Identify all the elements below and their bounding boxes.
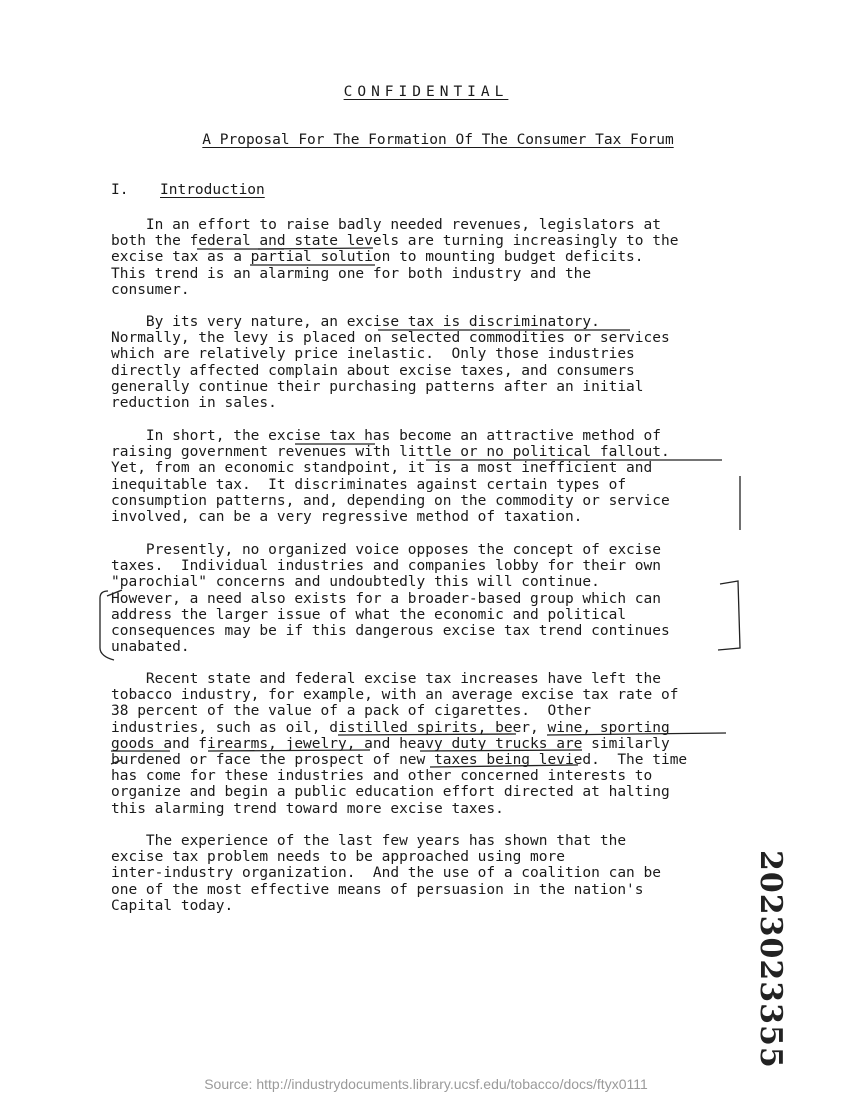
text-line: In an effort to raise badly needed revenues, legislators at [111, 217, 661, 233]
paragraph-2 [111, 314, 751, 411]
text-line: tobacco industry, for example, with an average excise tax rate of [111, 687, 679, 704]
text-line: This trend is an alarming one for both industry and the [111, 265, 592, 282]
paragraph-4 [111, 542, 751, 655]
text-line: consumption patterns, and, depending on the commodity or service [111, 492, 670, 509]
text-line: goods and firearms, jewelry, and heavy duty trucks are similarly [111, 735, 670, 752]
paragraph-5 [111, 671, 751, 817]
text-line: this alarming trend toward more excise taxes. [111, 800, 504, 817]
text-line: excise tax problem needs to be approached using more [111, 849, 565, 866]
bates-number-stamp: 2023023355 [753, 850, 788, 1069]
text-line: raising government revenues with little or no political fallout. [111, 444, 670, 461]
text-line: involved, can be a very regressive method of taxation. [111, 509, 583, 526]
text-line: generally continue their purchasing patterns after an initial [111, 378, 644, 395]
confidential-title: CONFIDENTIAL [343, 84, 509, 100]
source-citation: Source: http://industrydocuments.library.ucsf.edu/tobacco/docs/ftyx0111 [204, 1076, 648, 1092]
text-line: By its very nature, an excise tax is discriminatory. [111, 314, 600, 330]
text-line: taxes. Individual industries and companies lobby for their own [111, 558, 661, 575]
text-line: one of the most effective means of persuasion in the nation's [111, 881, 644, 898]
text-line: The experience of the last few years has shown that the [111, 833, 627, 849]
text-line: Normally, the levy is placed on selected commodities or services [111, 330, 670, 347]
text-line: unabated. [111, 639, 190, 656]
text-line: "parochial" concerns and undoubtedly this will continue. [111, 574, 600, 591]
text-line: consequences may be if this dangerous excise tax trend continues [111, 623, 670, 640]
text-line: both the federal and state levels are turning increasingly to the [111, 233, 679, 250]
paragraph-6 [111, 833, 751, 914]
text-line: reduction in sales. [111, 395, 277, 412]
section-heading [111, 182, 265, 198]
text-line: In short, the excise tax has become an attractive method of [111, 428, 661, 444]
paragraph-3 [111, 428, 751, 525]
text-line: inter-industry organization. And the use of a coalition can be [111, 865, 661, 882]
text-line: excise tax as a partial solution to mounting budget deficits. [111, 249, 644, 266]
section-title: Introduction [160, 182, 265, 198]
text-line: directly affected complain about excise taxes, and consumers [111, 362, 635, 379]
text-line: However, a need also exists for a broader-based group which can [111, 590, 661, 607]
text-line: Capital today. [111, 897, 234, 914]
paragraph-1 [111, 217, 751, 298]
text-line: Recent state and federal excise tax increases have left the [111, 671, 661, 687]
text-line: Presently, no organized voice opposes the concept of excise [111, 542, 661, 558]
text-line: inequitable tax. It discriminates against certain types of [111, 476, 627, 493]
section-number: I. [111, 182, 129, 198]
proposal-subtitle: A Proposal For The Formation Of The Consumer Tax Forum [202, 132, 674, 148]
text-line: burdened or face the prospect of new taxes being levied. The time [111, 752, 688, 769]
text-line: which are relatively price inelastic. Only those industries [111, 346, 635, 363]
text-line: industries, such as oil, distilled spirits, beer, wine, sporting [111, 719, 670, 736]
text-line: 38 percent of the value of a pack of cigarettes. Other [111, 703, 592, 720]
text-line: address the larger issue of what the economic and political [111, 606, 627, 623]
text-line: organize and begin a public education effort directed at halting [111, 784, 670, 801]
text-line: Yet, from an economic standpoint, it is a most inefficient and [111, 460, 653, 477]
text-line: has come for these industries and other concerned interests to [111, 768, 653, 785]
text-line: consumer. [111, 281, 190, 298]
